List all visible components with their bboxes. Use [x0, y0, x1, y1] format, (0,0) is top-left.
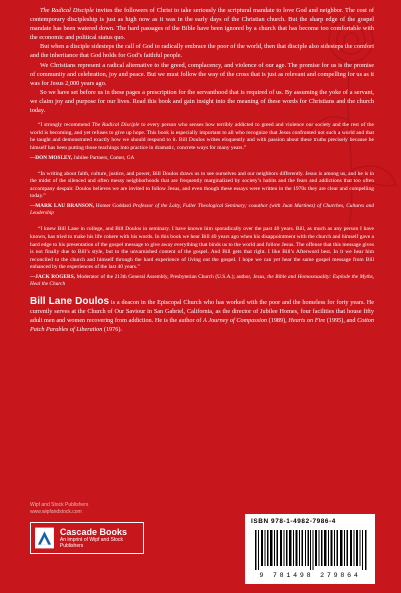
isbn-label: ISBN 978-1-4982-7986-4: [251, 518, 336, 525]
endorsement-text: “In writing about faith, culture, justice, and power, Bill Doulos draws us to see ourselves and our neighbors differently. Jesus is among us, and he is in the midst of the silenced and often messy neighborhoods that are frequently marginalized by society’s habits and the fears and addictions that too often accompany despair. Doulos believes we are invited to follow Jesus, and even though these essays were written in the 1970s they are clear and compelling today.”: [30, 170, 374, 200]
endorsement-attribution: —DON MOSLEY, Jubilee Partners, Comer, GA: [30, 154, 135, 161]
endorsement-rogers: [30, 226, 374, 288]
endorsement-text: “I knew Bill Lane in college, and Bill Doulos in seminary. I have known him sporadically over the past 40 years. Bill, as much as any person I have known, has tried to make his life cohere with his words. In this book we hear Bill 40 years ago when his disappointment with the church and himself gave a hard edge to his presentation of the gospel message to give away everything that binds us to the world and follow Jesus. The offense that this message gives is not finally due to Bill’s style, but to the unvarnished content of the gospel. And Bill gets that right. I like Bill’s Afterword best. In it we hear him reconciled to the church and himself through the hard experience of living out the gospel. I hope we can yet hear the same gospel message from Bill enhanced by the experiences of the last 40 years.”: [30, 226, 374, 271]
author-name: Bill Lane Doulos: [30, 296, 110, 308]
intro-blurb: [30, 6, 374, 115]
author-bio: Bill Lane Doulos is a deacon in the Episcopal Church who has worked with the poor and the homeless for forty years. He currently serves at the Church of Our Saviour in San Gabriel, California, as the director of Jubilee Homes, four facilities that house fifty adult men and women recovering from addiction. He is the author of A Journey of Compassion (1989), Hearts on Fire (1995), and Cotton Patch Parables of Liberation (1976).: [30, 296, 374, 334]
isbn-barcode: [245, 514, 375, 584]
cascade-books-logo-icon: [35, 527, 54, 549]
publisher-website: www.wipfandstock.com: [30, 508, 82, 515]
back-cover-content: [30, 6, 374, 334]
barcode-digits: 9 781498 279864: [259, 572, 361, 579]
endorsement-branson: [30, 171, 374, 218]
publisher-subtitle: An imprint of Wipf and Stock Publishers: [59, 537, 124, 549]
publisher-name: Cascade Books: [59, 527, 127, 537]
publisher-logo-block: [30, 522, 144, 554]
barcode-bars: [255, 530, 367, 570]
intro-paragraph: So we have set before us in these pages a prescription for the servanthood that is required of us. By assuming the yoke of a servant, we claim joy and purpose for our lives. Read this book and gain insight into the meaning of these words for Christians and the church today.: [30, 88, 374, 115]
intro-paragraph: We Christians represent a radical alternative to the greed, complacency, and violence of our age. The promise for us is the promise of community and celebration, joy and peace. But we must follow the way of the cross that is just as relevant and compelling for us as it was for Jesus 2,000 years ago.: [30, 61, 374, 87]
back-cover-footer: [30, 502, 374, 582]
endorsement-attribution: —JACK ROGERS, Moderator of the 213th General Assembly, Presbyterian Church (U.S.A.); author, Jesus, the Bible and Homosexuality: Explode the Myths, Heal the Church: [30, 274, 375, 288]
endorsements: [30, 122, 374, 288]
publisher-line: Wipf and Stock Publishers: [30, 502, 89, 508]
endorsement-attribution: —MARK LAU BRANSON, Homer Goddard Professor of the Laity, Fuller Theological Seminary; coauthor (with Juan Martinez) of Churches, Cultures and Leadership: [30, 203, 374, 217]
intro-paragraph: But when a disciple sidesteps the call of God to radically embrace the poor of the world, then that disciple also sidesteps the comfort and the inheritance that God holds for God’s faithful people.: [30, 43, 374, 60]
endorsement-mosley: [30, 122, 374, 162]
endorsement-text: “I strongly recommend The Radical Disciple to every person who senses how terribly addicted to greed and violence our society and the rest of the world is becoming, and yet refuses to give up hope. This book is especially important to all who recognize that Jesus confronted not such a world and that he taught and demonstrated exactly how we should respond to it. Bill Doulos writes eloquently and with passion about these truths precisely because he himself has been putting those teachings into practice in dramatic, concrete ways for many years.”: [30, 122, 374, 151]
intro-paragraph: The Radical Disciple invites the followers of Christ to take seriously the scriptural mandate to love God and neighbor. The cost of contemporary discipleship is just as high now as it was in the early days of the Christian church. But the sharp edge of the gospel mandate has been watered down. The hard passages of the Bible have been ignored by a church that has become too comfortable with the economic and political status quo.: [30, 7, 374, 42]
